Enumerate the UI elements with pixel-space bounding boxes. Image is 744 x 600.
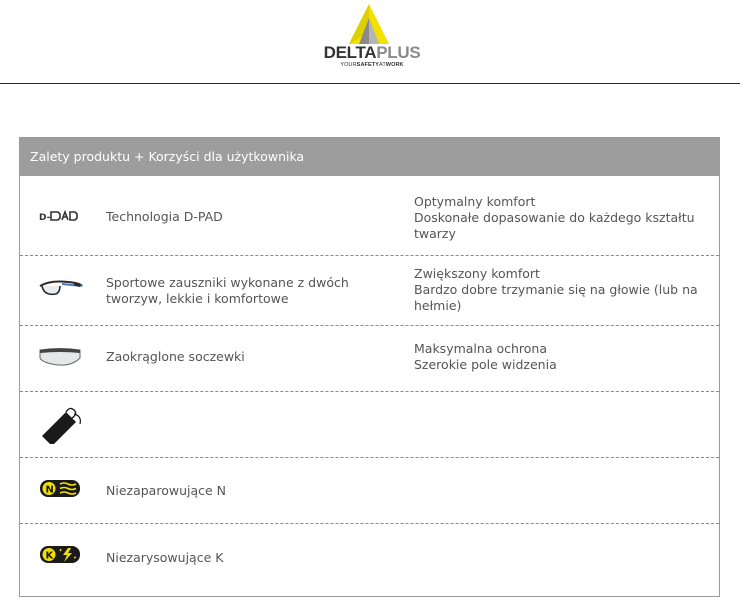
benefit-title: Optymalny komfort [414, 194, 536, 209]
header-divider [0, 83, 740, 84]
delta-triangle-logo-icon [345, 2, 393, 46]
benefits-panel [19, 137, 720, 597]
benefit-text [414, 194, 704, 242]
feature-text: Niezarysowujące K [106, 550, 224, 565]
tagline-your: YOUR [340, 62, 357, 68]
panel-header: Zalety produktu + Korzyści dla użytkownika [20, 138, 719, 176]
benefit-description: Szerokie pole widzenia [414, 357, 557, 372]
benefit-description: Doskonałe dopasowanie do każdego kształtu twarzy [414, 210, 695, 241]
pouch-icon [38, 404, 84, 444]
feature-text: Zaokrąglone soczewki [106, 349, 245, 364]
benefit-text [414, 266, 704, 314]
anti-scratch-k-icon [38, 537, 84, 577]
tagline-work: WORK [385, 62, 404, 68]
d-pad-icon [38, 196, 84, 236]
glasses-temple-icon [38, 270, 84, 310]
feature-text: Niezaparowujące N [106, 483, 227, 498]
rounded-lens-icon [38, 338, 84, 378]
feature-text: Sportowe zauszniki wykonane z dwóch tworzyw, lekkie i komfortowe [106, 275, 349, 306]
benefit-description: Bardzo dobre trzymanie się na głowie (lub na hełmie) [414, 282, 698, 313]
benefit-row-temples [20, 256, 719, 326]
benefit-title: Maksymalna ochrona [414, 341, 547, 356]
benefit-text [414, 341, 704, 373]
brand-part-delta: DELTA [323, 43, 377, 62]
tagline-safety: SAFETY [356, 62, 379, 68]
benefit-title: Zwiększony komfort [414, 266, 540, 281]
feature-text: Technologia D-PAD [106, 209, 223, 224]
benefit-row-pouch [20, 392, 719, 458]
brand-tagline [0, 62, 744, 68]
benefit-row-dpad [20, 176, 719, 256]
deltaplus-logo [0, 0, 744, 80]
benefit-row-antiscratch [20, 524, 719, 596]
svg-text:K: K [45, 550, 54, 562]
benefit-row-antifog [20, 458, 719, 524]
brand-name [0, 44, 744, 62]
benefit-row-lenses [20, 326, 719, 392]
brand-part-plus: PLUS [376, 43, 421, 62]
svg-text:N: N [45, 484, 54, 496]
anti-fog-n-icon [38, 471, 84, 511]
svg-text:D-: D- [39, 213, 51, 223]
tagline-at: AT [378, 62, 386, 68]
